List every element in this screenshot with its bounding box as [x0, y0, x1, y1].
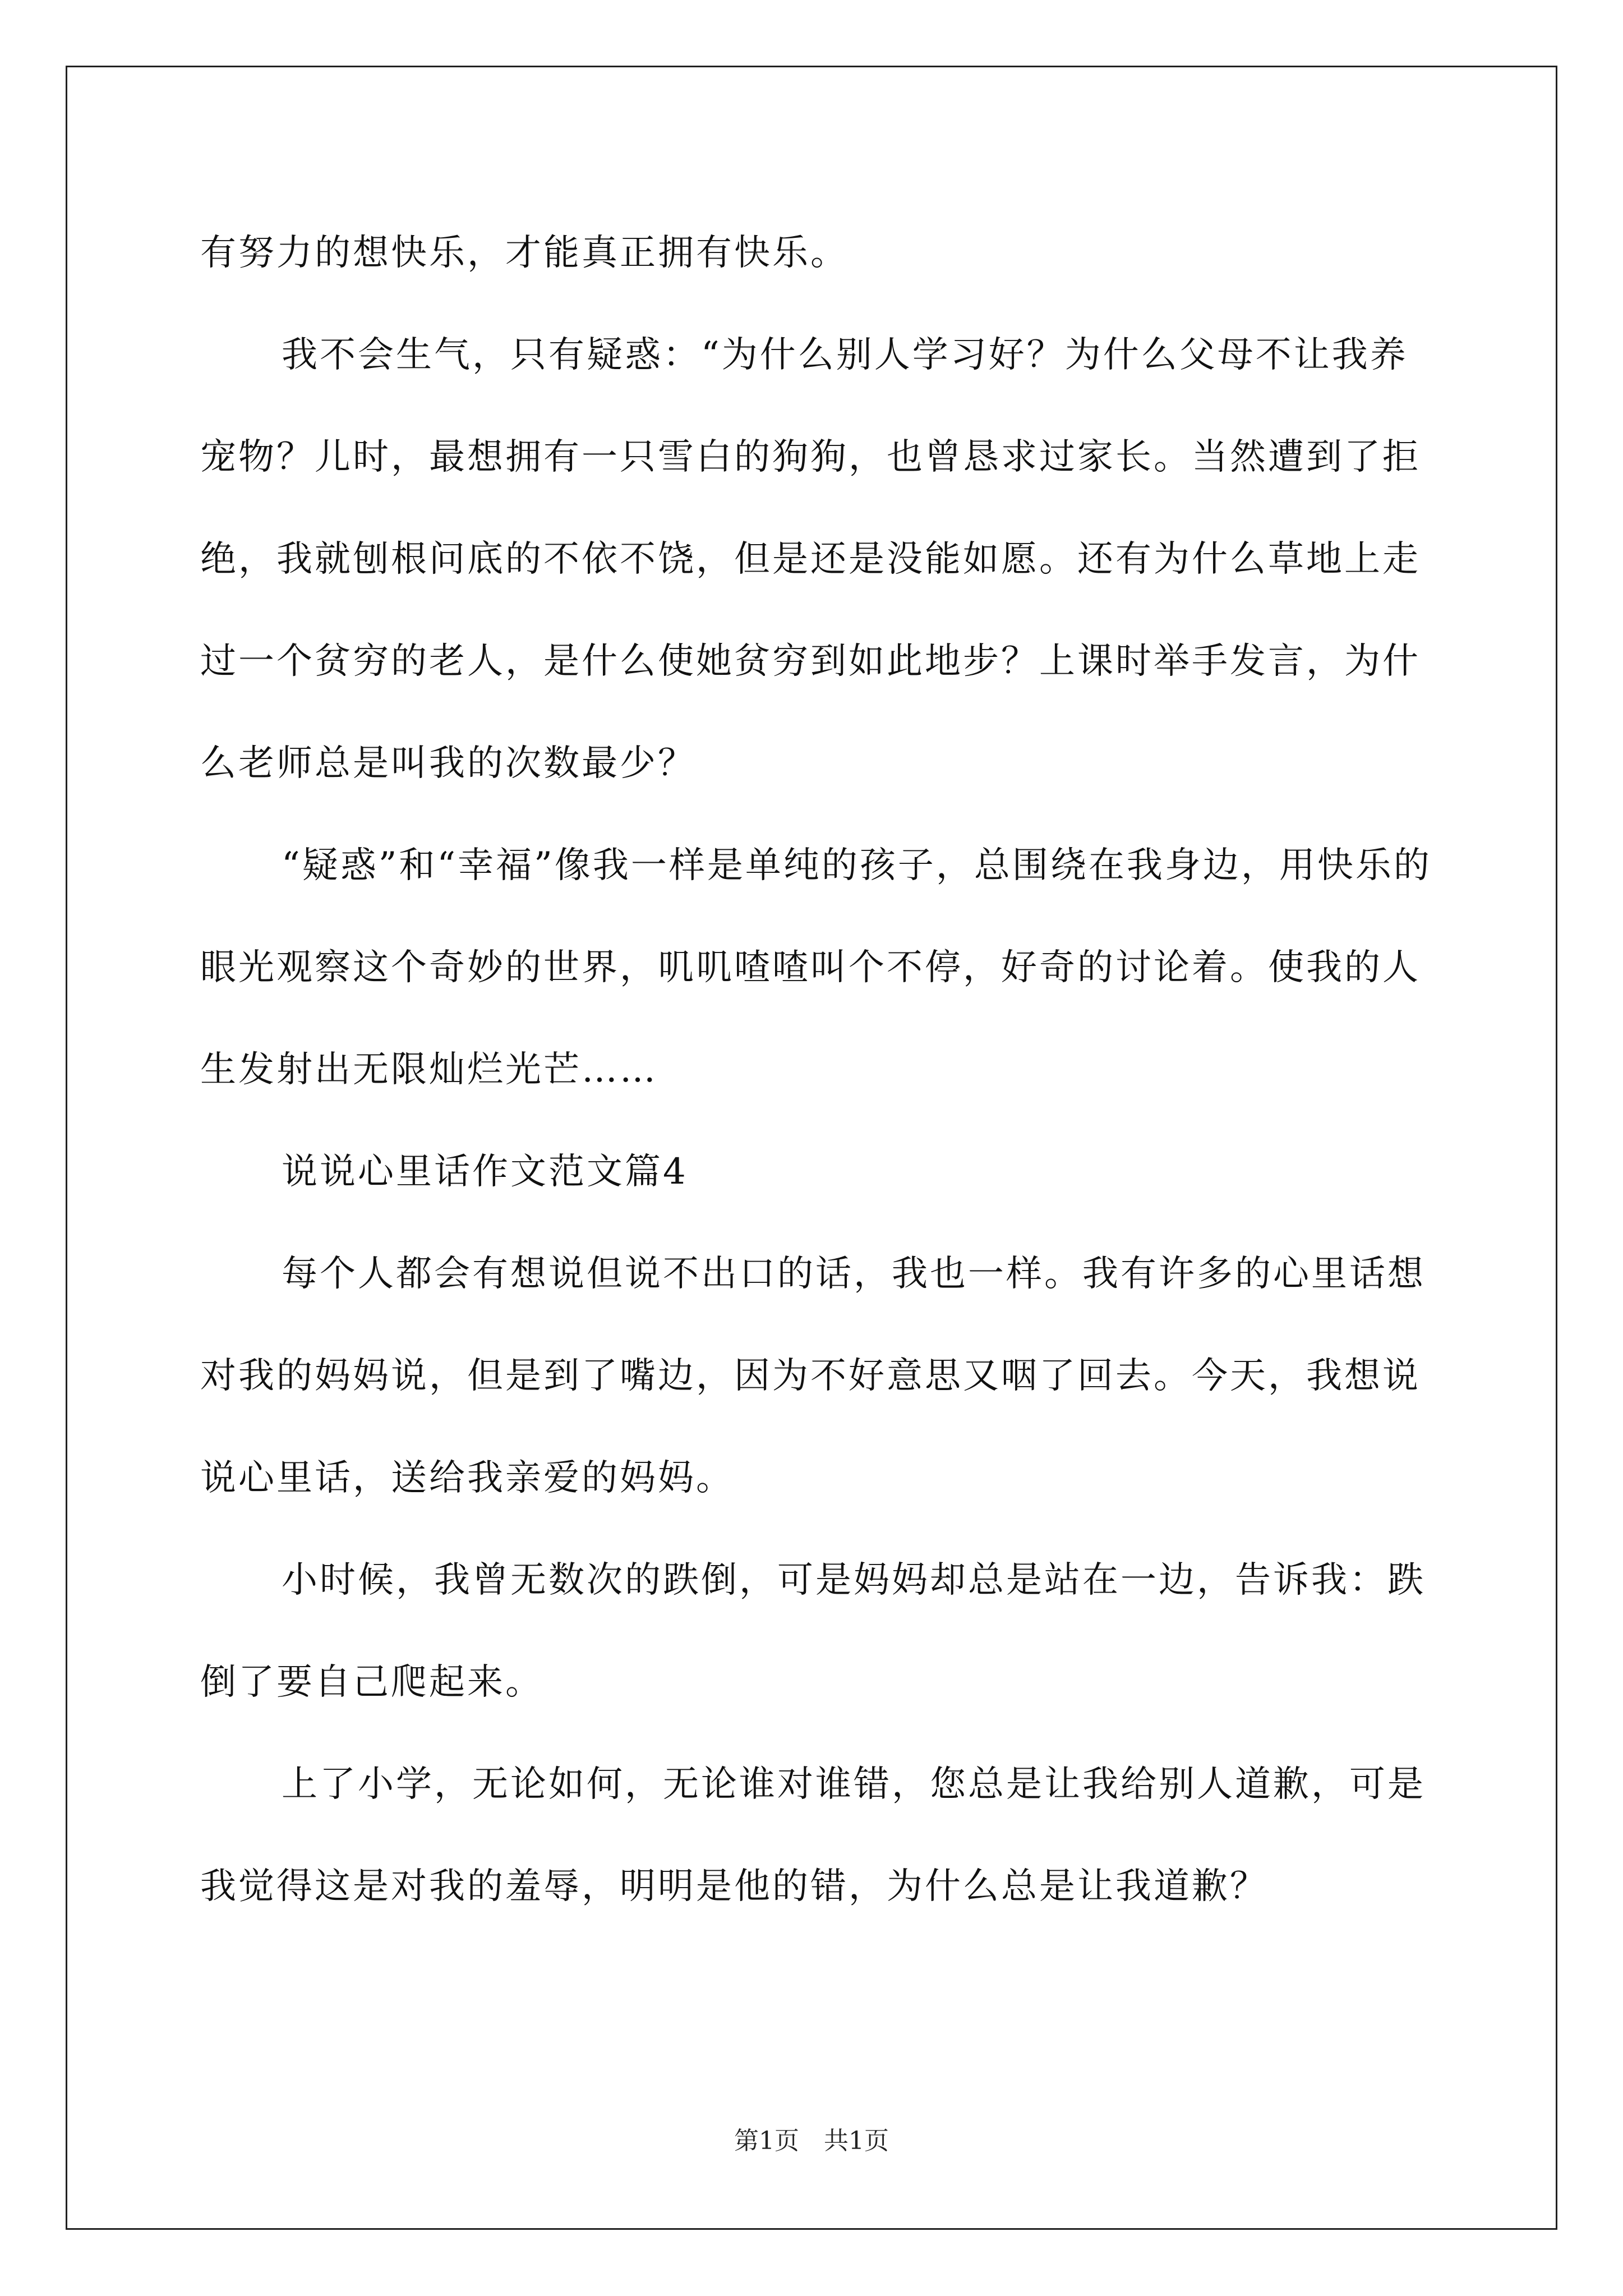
paragraph: 我不会生气，只有疑惑：“为什么别人学习好？为什么父母不让我养宠物？儿时，最想拥有一只雪白的狗狗，也曾恳求过家长。当然遭到了拒绝，我就刨根问底的不依不饶，但是还是没能如愿。还有为什么草地上走过一个贫穷的老人，是什么使她贫穷到如此地步？上课时举手发言，为什么老师总是叫我的次数最少？: [200, 334, 1421, 784]
section-heading: 说说心里话作文范文篇4: [282, 1151, 688, 1193]
paragraph: 小时候，我曾无数次的跌倒，可是妈妈却总是站在一边，告诉我：跌倒了要自己爬起来。: [200, 1559, 1426, 1703]
paragraph: 有努力的想快乐，才能真正拥有快乐。: [200, 232, 849, 274]
page-footer: 第1页 共1页: [734, 2127, 889, 2155]
paragraph: 上了小学，无论如何，无论谁对谁错，您总是让我给别人道歉，可是我觉得这是对我的羞辱，明明是他的错，为什么总是让我道歉？: [200, 1764, 1426, 1907]
paragraph: 每个人都会有想说但说不出口的话，我也一样。我有许多的心里话想对我的妈妈说，但是到了嘴边，因为不好意思又咽了回去。今天，我想说说心里话，送给我亲爱的妈妈。: [200, 1253, 1426, 1499]
document-body: [200, 202, 1434, 1938]
paragraph: “疑惑”和“幸福”像我一样是单纯的孩子，总围绕在我身边，用快乐的眼光观察这个奇妙的世界，叽叽喳喳叫个不停，好奇的讨论着。使我的人生发射出无限灿烂光芒……: [200, 845, 1432, 1091]
